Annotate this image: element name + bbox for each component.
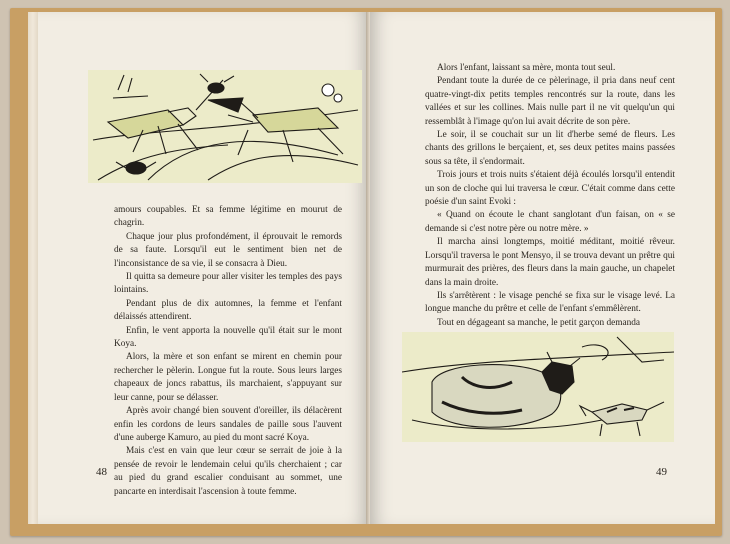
paragraph: Il marcha ainsi longtemps, moitié méditant, moitié rêveur. Lorsqu'il traversa le pont Mensyo, il se trouva devant un prêtre qui murmurait des prières, des fleurs dans la main gauche, un chapelet dans la main droite. <box>425 237 675 288</box>
page-number: 48 <box>96 466 107 478</box>
paragraph: Ils s'arrêtèrent : le visage penché se fixa sur le visage levé. La longue manche du prêtre et celle de l'enfant s'emmêlèrent. <box>425 290 675 315</box>
right-page-text <box>425 62 675 330</box>
paragraph: « Quand on écoute le chant sanglotant d'un faisan, on « se demande si c'est notre père ou notre mère. » <box>425 210 675 234</box>
paragraph: Alors, la mère et son enfant se mirent en chemin pour rechercher le pèlerin. Longue fut la route. Sous leurs larges chapeaux de joncs rabattus, ils marchaient, s'appuyant sur leur canne, pour se délasser. <box>114 352 342 403</box>
paragraph: Après avoir changé bien souvent d'oreiller, ils délacèrent enfin les cordons de leurs sandales de paille sous l'auvent d'une auberge Kamuro, au pied du mont sacré Koya. <box>114 406 342 443</box>
ox-and-fox-illustration <box>402 332 674 442</box>
paragraph: Pendant toute la durée de ce pèlerinage, il pria dans neuf cent quatre-vingt-dix petits temples rencontrés sur la route, dans les vallées et sur les collines. Mais nulle part il ne vit quelqu'un qui ressemblât à l'image qu'on lui avait décrite de son père. <box>425 76 675 127</box>
page-edges <box>28 12 38 524</box>
paragraph: Le soir, il se couchait sur un lit d'herbe semé de fleurs. Les chants des grillons le berçaient, et, ses deux petites mains passées sous sa tête, il s'endormait. <box>425 130 675 167</box>
page-number: 49 <box>656 466 667 478</box>
left-page <box>38 12 368 524</box>
paragraph: Mais c'est en vain que leur cœur se serrait de joie à la pensée de revoir le lendemain celui qu'ils cherchaient ; car au pied du grand escalier conduisant au sommet, une pancarte en interdisait l'ascension à toute femme. <box>114 446 342 497</box>
paragraph: Enfin, le vent apporta la nouvelle qu'il était sur le mont Koya. <box>114 325 342 350</box>
paragraph: Chaque jour plus profondément, il éprouvait le remords de sa faute. Lorsqu'il eut le sentiment bien net de l'inconsistance de sa vie, il se consacra à Dieu. <box>114 231 342 269</box>
paragraph: Trois jours et trois nuits s'étaient déjà écoulés lorsqu'il entendit un son de cloche qui lui traversa le cœur. C'était comme dans cette poésie d'un saint Evoki : <box>425 170 675 208</box>
paragraph: Pendant plus de dix automnes, la femme et l'enfant délaissés attendirent. <box>114 298 342 323</box>
paragraph: Alors l'enfant, laissant sa mère, monta tout seul. <box>437 63 616 73</box>
right-page <box>370 12 715 524</box>
paragraph: amours coupables. Et sa femme légitime en mourut de chagrin. <box>114 205 342 229</box>
paragraph: Tout en dégageant sa manche, le petit garçon demanda <box>437 317 641 328</box>
grasshopper-illustration <box>88 70 362 183</box>
left-page-text <box>114 204 342 499</box>
paragraph: Il quitta sa demeure pour aller visiter les temples des pays lointains. <box>114 272 342 296</box>
